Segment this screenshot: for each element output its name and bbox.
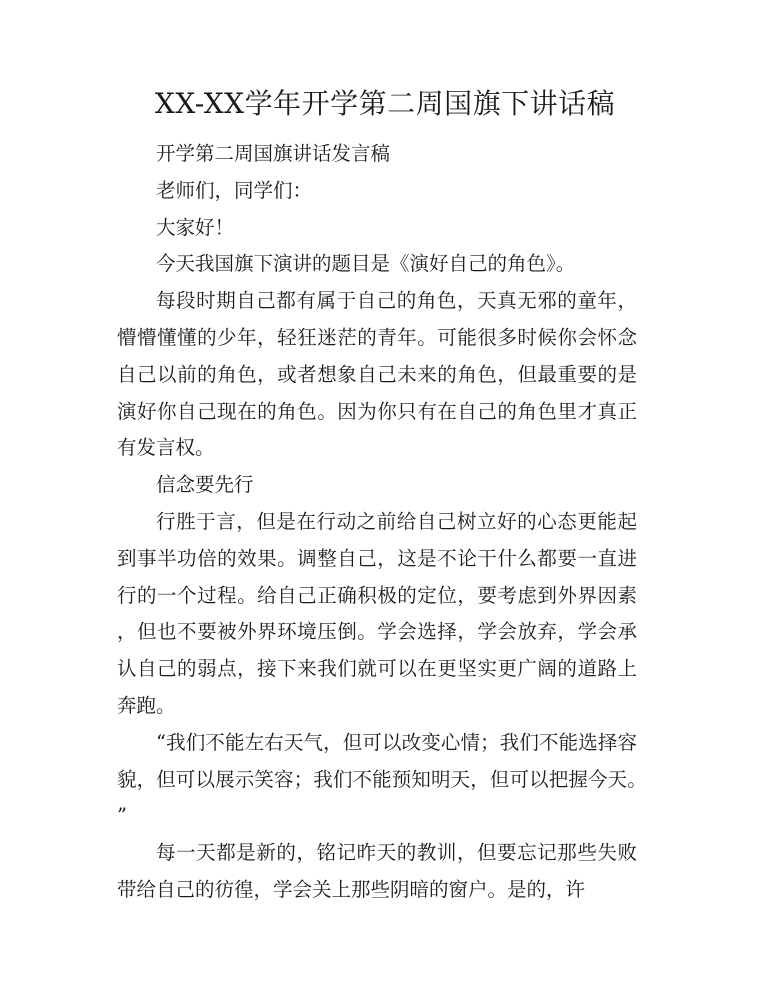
paragraph-everyday: 每一天都是新的，铭记昨天的教训，但要忘记那些失败带给自己的彷徨，学会关上那些阴暗的窗户。是的，许 (117, 841, 637, 901)
document-title: XX-XX学年开学第二周国旗下讲话稿 (154, 87, 616, 120)
paragraph-greeting: 大家好！ (156, 215, 235, 239)
paragraph-action: 行胜于言，但是在行动之前给自己树立好的心态更能起到事半功倍的效果。调整自己，这是不论干什么都要一直进行的一个过程。给自己正确积极的定位，要考虑到外界因素，但也不要被外界环境压倒。学会选择，学会放弃，学会承认自己的弱点，接下来我们就可以在更坚实更广阔的道路上奔跑。 (117, 509, 637, 717)
section-heading-belief: 信念要先行 (156, 473, 254, 497)
paragraph-roles: 每段时期自己都有属于自己的角色，天真无邪的童年，懵懵懂懂的少年，轻狂迷茫的青年。可能很多时候你会怀念自己以前的角色，或者想象自己未来的角色，但最重要的是演好你自己现在的角色。因为你只有在自己的角色里才真正有发言权。 (117, 289, 637, 460)
paragraph-salutation: 老师们，同学们： (156, 178, 313, 202)
paragraph-quote: “我们不能左右天气，但可以改变心情；我们不能选择容貌，但可以展示笑容；我们不能预知明天，但可以把握今天。” (117, 730, 637, 828)
paragraph-subtitle: 开学第二周国旗讲话发言稿 (156, 142, 391, 165)
paragraph-topic: 今天我国旗下演讲的题目是《演好自己的角色》。 (156, 252, 576, 276)
document-body (117, 136, 637, 909)
